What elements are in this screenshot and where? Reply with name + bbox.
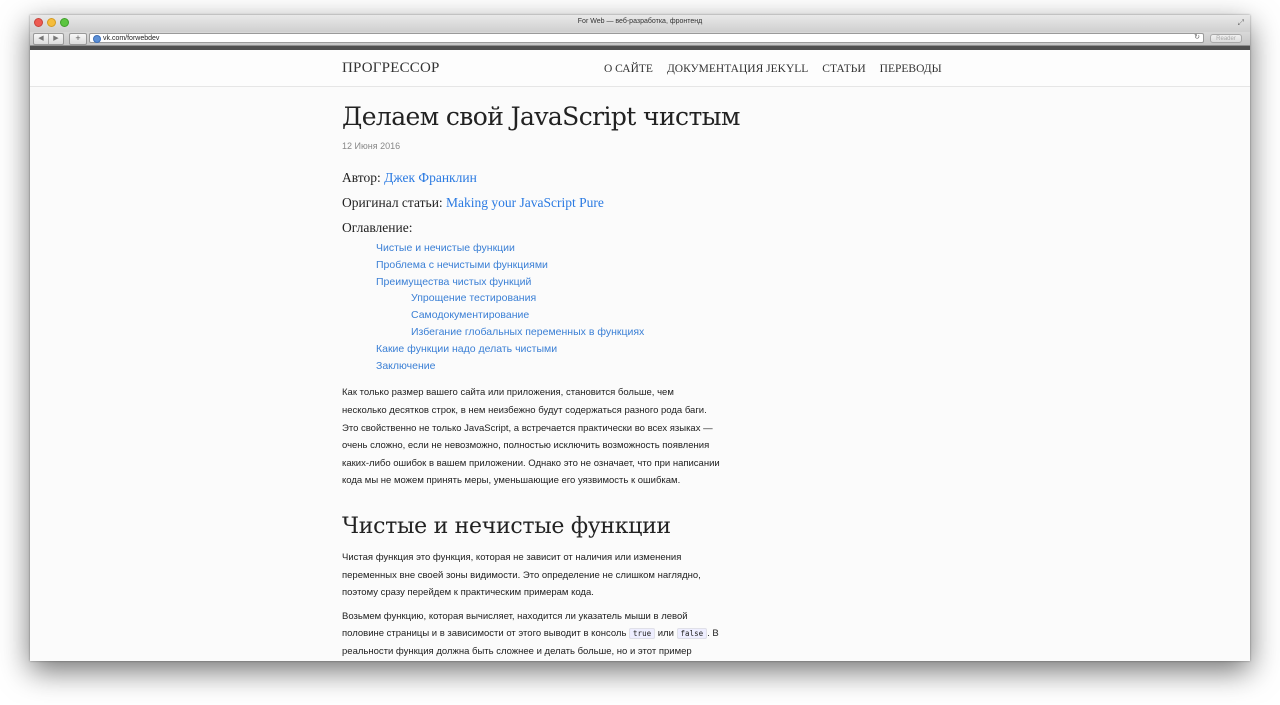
paragraph-line: реальности функция должна быть сложнее и делать больше, но и этот пример [342,645,692,657]
nav-link-articles[interactable]: СТАТЬИ [822,63,866,75]
original-line [342,195,792,211]
original-label: Оригинал статьи: [342,195,443,210]
toc-item[interactable]: Проблема с нечистыми функциями [376,258,548,271]
author-line [342,170,792,186]
browser-window [30,15,1250,661]
post-date: 12 Июня 2016 [342,141,401,151]
paragraph-line: поэтому сразу перейдем к практическим примерам кода. [342,587,594,599]
url-text[interactable]: vk.com/forwebdev [103,35,160,42]
table-of-contents [342,240,792,374]
code-true: true [629,628,655,639]
address-bar[interactable] [89,33,1204,43]
section-paragraph [342,549,792,602]
toc-item[interactable]: Чистые и нечистые функции [376,242,515,254]
post-title: Делаем свой JavaScript чистым [342,102,740,131]
toc-item[interactable]: Какие функции надо делать чистыми [376,342,558,355]
paragraph-line: Возьмем функцию, которая вычисляет, находится ли указатель мыши в левой [342,610,688,622]
reload-icon[interactable]: ↻ [1194,34,1200,41]
window-title: For Web — веб-разработка, фронтенд [577,18,703,25]
nav-link-translations[interactable]: ПЕРЕВОДЫ [879,63,942,75]
intro-paragraph [342,384,792,490]
fullscreen-icon[interactable]: ⤢ [1237,18,1244,27]
title-bar [30,15,1250,33]
nav-buttons [33,33,64,45]
browser-toolbar [30,32,1250,46]
paragraph-line: очень сложно, если не невозможно, полностью исключить возможность появления [342,440,710,452]
globe-icon [93,35,101,43]
paragraph-line: Чистая функция это функция, которая не зависит от наличия или изменения [342,551,682,563]
site-header [30,50,1250,87]
paragraph-line: кода мы не можем принять меры, уменьшающие его уязвимость к ошибкам. [342,475,681,487]
toc-item[interactable]: Упрощение тестирования [411,292,537,305]
author-link[interactable]: Джек Франклин [384,170,477,185]
section-paragraph-code [342,608,792,661]
paragraph-line: Это свойственно не только JavaScript, а встречается практически во всех языках — [342,422,713,434]
add-bookmark-button[interactable]: + [69,33,87,45]
section-heading-pure-functions: Чистые и нечистые функции [342,513,671,539]
paragraph-line: переменных вне своей зоны видимости. Это определение не слишком наглядно, [342,569,701,581]
toc-item[interactable]: Самодокументирование [411,309,530,322]
toc-label: Оглавление: [342,220,413,235]
paragraph-line: Как только размер вашего сайта или приложения, становится больше, чем [342,387,674,399]
forward-arrow-icon[interactable]: ▶ [48,34,63,44]
toc-item[interactable]: Избегание глобальных переменных в функциях [411,325,645,338]
toc-item[interactable]: Преимущества чистых функций [376,275,532,288]
paragraph-line: половине страницы и в зависимости от этого выводит в консоль [342,628,630,640]
nav-link-about[interactable]: О САЙТЕ [604,63,653,75]
toc-item[interactable]: Заключение [376,359,436,372]
nav-link-jekyll-docs[interactable]: ДОКУМЕНТАЦИЯ JEKYLL [666,63,809,75]
site-logo[interactable]: ПРОГРЕССОР [342,60,440,76]
original-article-link[interactable]: Making your JavaScript Pure [446,195,604,210]
reader-button[interactable]: Reader [1210,34,1242,43]
paragraph-text: или [655,628,677,640]
article [342,86,792,661]
author-label: Автор: [342,170,381,185]
paragraph-text: . В [707,628,719,640]
code-false: false [677,628,708,639]
site-nav [604,63,956,75]
paragraph-line: каких-либо ошибок в вашем приложении. Однако это не означает, что при написании [342,457,720,469]
back-arrow-icon[interactable]: ◀ [38,35,44,42]
paragraph-line: несколько десятков строк, в нем неизбежно будут содержаться разного рода баги. [342,404,707,416]
